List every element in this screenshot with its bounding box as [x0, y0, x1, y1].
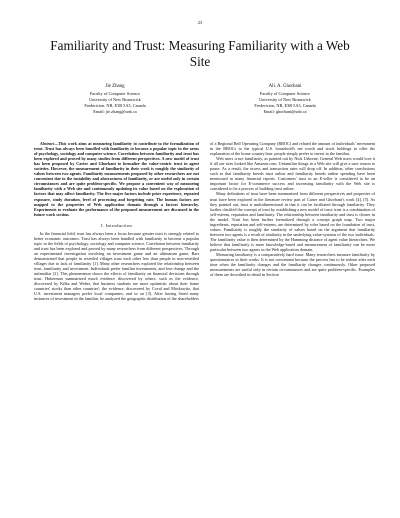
author-affiliation: Faculty of Computer Science [259, 90, 311, 96]
author-name: Ali. A. Ghorbani [268, 84, 302, 89]
body-paragraph: of a Regional Bell Operating Company (RBOC) and related the amount of individuals' investment in the RBOCs to the typical U.S. household's net worth and stock holdings to offer the explanation of the home country bias: people simply prefer to invest in the familiar. [210, 141, 375, 157]
author-email: Email: ghorbani@unb.ca [263, 109, 307, 115]
author-2 [215, 84, 355, 115]
author-address: Fredericton, NB, E3B 5A3, Canada [254, 103, 316, 109]
abstract [34, 141, 199, 217]
author-block [30, 84, 370, 115]
right-column [210, 141, 375, 277]
abstract-lead: Abstract [40, 141, 55, 146]
section-heading-introduction: I. Introduction [100, 222, 133, 228]
paper-title: Familiarity and Trust: Measuring Familiarity with a Web Site [50, 38, 350, 69]
left-column [34, 141, 199, 301]
body-paragraph: Web users crave familiarity, as pointed out by Nick Usborne. General Web users would love it if all our sites looked like Amazon.com. Unfamiliar things in a Web site will give a user reason to pause. As a result, the access and transaction rates will drop off. In addition, other conclusions such as that familiarity breeds trust online and familiarity breeds online spending have been mentioned in many financial reports. Customers' trust in an E-seller is considered to be an important factor for E-commerce success and increasing familiarity with the Web site is considered to be a process of building trust online. [210, 156, 375, 192]
body-paragraph: Measuring familiarity is a comparatively hard issue. Many researchers measure familiarity by questionnaires in their works. It is not convenient because the process has to be redone after each time when the familiarity changes and the familiarity changes continuously. Other proposed measurements are useful only in certain circumstances and are quite problem-specific. Examples of them are described in detail in Section [210, 252, 375, 278]
author-name: Jie Zhang [105, 84, 125, 89]
author-1 [45, 84, 185, 115]
author-affiliation: Faculty of Computer Science [89, 90, 141, 96]
author-institution: University of New Brunswick [89, 96, 141, 102]
author-institution: University of New Brunswick [259, 96, 311, 102]
author-address: Fredericton, NB, E3B 5A3, Canada [84, 103, 146, 109]
author-email: Email: jie.zhang@unb.ca [93, 109, 137, 115]
intro-paragraph: In the financial field, trust has always been a focus because greater trust is strongly related to better economic outcomes. Trust has always been bundled with familiarity to become a popular topic in the fields of psychology, sociology and computer science. Correlation between familiarity and trust has been explored and proved by many researchers from different perspectives. Through an experimental investigation involving an investment game and an ultimatum game, Barr demonstrated that people in resettled villages trust each other less than people in non-resettled villages due to lack of familiarity [1]. Many other researchers explored the relationship between trust, familiarity and investment. Individuals prefer familiar investments, and fear change and the unfamiliar [2]. This phenomenon shows the effects of familiarity on financial decisions through trust. Huberman summarized much evidence discovered by others, such as the evidence, discovered by Kilka and Weber, that business students are more optimistic about their home countries' stocks than other countries'; the evidence, discovered by Coval and Moskowitz, that U.S. investment managers prefer local companies; and so on [3]. After having listed many instances of investment in the familiar, he analyzed the geographic distribution of the shareholders [34, 230, 199, 302]
abstract-text: —This work aims at measuring familiarity to contribute to the formalization of trust. Trust has always been bundled with familiarity to become a popular topic in the areas of psychology, sociology and computer science. Correlation between familiarity and trust has been explored and proved by many studies from different perspectives. A new model of trust has been proposed by Carter and Ghorbani to formalize the value-centric trust in agent societies. However, the measurement of familiarity in their work is roughly the similarity of values between two agents. Familiarity measurements proposed by other researchers are not convenient due to the instability and abstractness of familiarity, or are useful only in certain circumstances and are quite problem-specific. We propose a convenient way of measuring familiarity with a Web site and continuously updating its value based on the exploration of factors that may affect familiarity. The five major factors include prior experience, repeated exposure, study duration, level of processing and forgetting rate. The human factors are mapped to the properties of Web application domain through a factors hierarchy. Experiments to evaluate the performance of the proposed measurement are discussed in the future work section. [34, 141, 199, 217]
page-number: 23 [197, 20, 203, 25]
body-paragraph: Many definitions of trust have been summarized from different perspectives and properties of trust have been explored in the literature review part of Carter and Ghorbani's work [4], [5]. As they pointed out, trust is multidimensional in that it can be facilitated through familiarity. They further clarified the concept of trust by establishing a new model of trust: trust is a combination of self-esteem, reputation and familiarity. The relationship between familiarity and trust is clearer in the model. Trust has been further formalized through a concept graph map. Two major ingredients, reputation and self-esteem, are determined by roles based on the foundation of trust, values. Familiarity is roughly the similarity of values based on the argument that familiarity between two agents is a result of similarity in the underlying value-systems of the two individuals. The familiarity value is then determined by the Hamming distance of agent value hierarchies. We believe that familiarity is more knowledge-based and measurement of familiarity can be more particular between two agents in the Web application domain. [210, 191, 375, 252]
